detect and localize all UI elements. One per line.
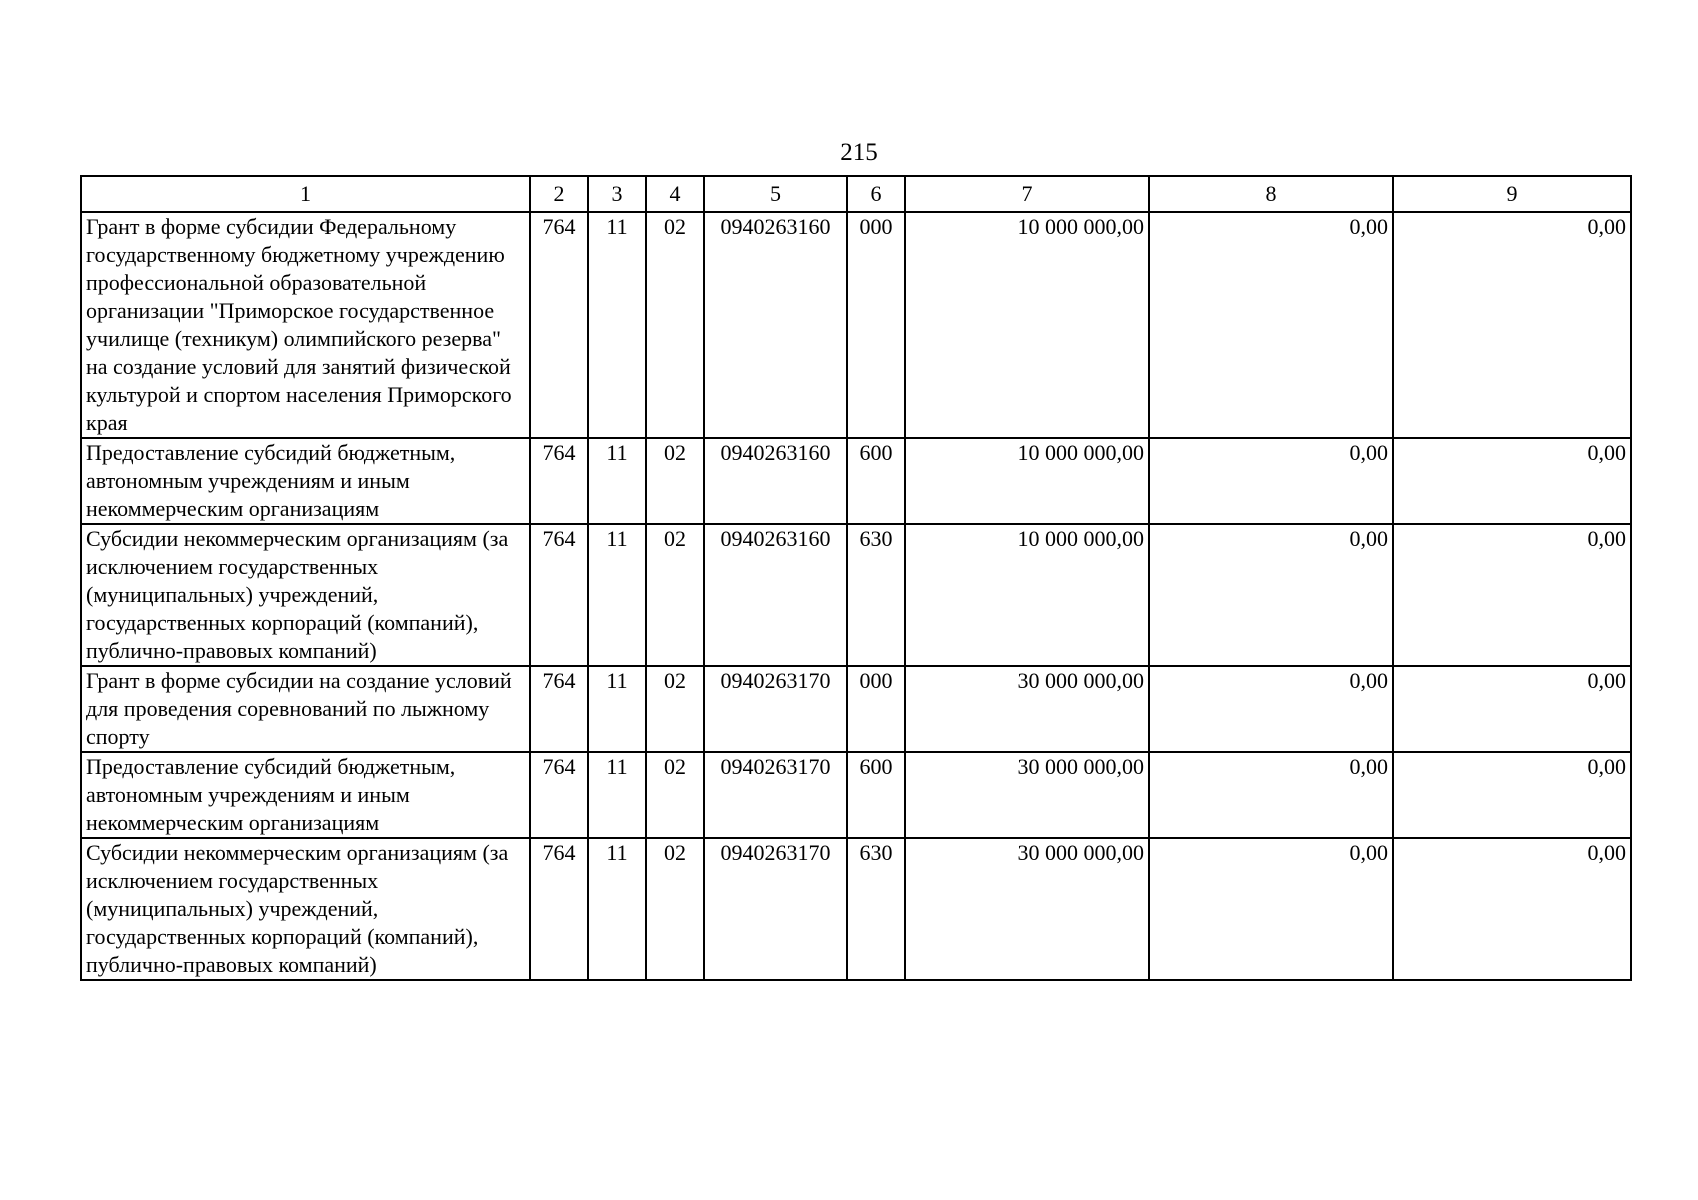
page-number: 215: [840, 139, 878, 166]
table-row: [81, 524, 1631, 666]
expense-type-cell: 600: [847, 752, 905, 838]
amount-column-9-cell: 0,00: [1393, 524, 1631, 666]
section-code-cell: 11: [588, 752, 646, 838]
amount-column-8-cell: 0,00: [1149, 666, 1393, 752]
row-name-cell: Предоставление субсидий бюджетным, автономным учреждениям и иным некоммерческим организациям: [81, 752, 530, 838]
subsection-code-cell: 02: [646, 666, 704, 752]
amount-column-9-cell: 0,00: [1393, 838, 1631, 980]
section-code-cell: 11: [588, 438, 646, 524]
amount-column-8-cell: 0,00: [1149, 524, 1393, 666]
amount-column-7-cell: 30 000 000,00: [905, 666, 1149, 752]
section-code-cell: 11: [588, 838, 646, 980]
column-header: 7: [905, 176, 1149, 212]
row-name-cell: Грант в форме субсидии на создание условий для проведения соревнований по лыжному спорту: [81, 666, 530, 752]
amount-column-8-cell: 0,00: [1149, 838, 1393, 980]
ministry-code-cell: 764: [530, 438, 588, 524]
target-article-cell: 0940263170: [704, 752, 847, 838]
column-header: 3: [588, 176, 646, 212]
amount-column-7-cell: 10 000 000,00: [905, 524, 1149, 666]
column-header: 9: [1393, 176, 1631, 212]
target-article-cell: 0940263170: [704, 838, 847, 980]
section-code-cell: 11: [588, 666, 646, 752]
subsection-code-cell: 02: [646, 838, 704, 980]
ministry-code-cell: 764: [530, 212, 588, 438]
amount-column-9-cell: 0,00: [1393, 212, 1631, 438]
table-row: [81, 752, 1631, 838]
subsection-code-cell: 02: [646, 212, 704, 438]
table-row: [81, 438, 1631, 524]
row-name-cell: Субсидии некоммерческим организациям (за исключением государственных (муниципальных) учреждений, государственных корпораций (компаний), публично-правовых компаний): [81, 838, 530, 980]
table-row: [81, 666, 1631, 752]
amount-column-7-cell: 10 000 000,00: [905, 212, 1149, 438]
target-article-cell: 0940263160: [704, 212, 847, 438]
expense-type-cell: 630: [847, 838, 905, 980]
target-article-cell: 0940263160: [704, 524, 847, 666]
ministry-code-cell: 764: [530, 838, 588, 980]
amount-column-8-cell: 0,00: [1149, 752, 1393, 838]
table-body: [81, 212, 1631, 980]
ministry-code-cell: 764: [530, 752, 588, 838]
expense-type-cell: 000: [847, 666, 905, 752]
section-code-cell: 11: [588, 212, 646, 438]
amount-column-7-cell: 30 000 000,00: [905, 838, 1149, 980]
amount-column-7-cell: 10 000 000,00: [905, 438, 1149, 524]
subsection-code-cell: 02: [646, 524, 704, 666]
amount-column-9-cell: 0,00: [1393, 438, 1631, 524]
column-number-row: [81, 176, 1631, 212]
expense-type-cell: 600: [847, 438, 905, 524]
budget-table: [80, 175, 1632, 981]
table-row: [81, 838, 1631, 980]
amount-column-9-cell: 0,00: [1393, 666, 1631, 752]
column-header: 1: [81, 176, 530, 212]
row-name-cell: Грант в форме субсидии Федеральному государственному бюджетному учреждению профессиональной образовательной организации "Приморское государственное училище (техникум) олимпийского резерва" на создание условий для занятий физической культурой и спортом населения Приморского края: [81, 212, 530, 438]
amount-column-8-cell: 0,00: [1149, 438, 1393, 524]
table-row: [81, 212, 1631, 438]
ministry-code-cell: 764: [530, 666, 588, 752]
target-article-cell: 0940263160: [704, 438, 847, 524]
subsection-code-cell: 02: [646, 438, 704, 524]
subsection-code-cell: 02: [646, 752, 704, 838]
row-name-cell: Субсидии некоммерческим организациям (за исключением государственных (муниципальных) учреждений, государственных корпораций (компаний), публично-правовых компаний): [81, 524, 530, 666]
row-name-cell: Предоставление субсидий бюджетным, автономным учреждениям и иным некоммерческим организациям: [81, 438, 530, 524]
column-header: 5: [704, 176, 847, 212]
column-header: 8: [1149, 176, 1393, 212]
ministry-code-cell: 764: [530, 524, 588, 666]
target-article-cell: 0940263170: [704, 666, 847, 752]
expense-type-cell: 630: [847, 524, 905, 666]
amount-column-7-cell: 30 000 000,00: [905, 752, 1149, 838]
column-header: 6: [847, 176, 905, 212]
expense-type-cell: 000: [847, 212, 905, 438]
section-code-cell: 11: [588, 524, 646, 666]
amount-column-8-cell: 0,00: [1149, 212, 1393, 438]
amount-column-9-cell: 0,00: [1393, 752, 1631, 838]
column-header: 2: [530, 176, 588, 212]
column-header: 4: [646, 176, 704, 212]
